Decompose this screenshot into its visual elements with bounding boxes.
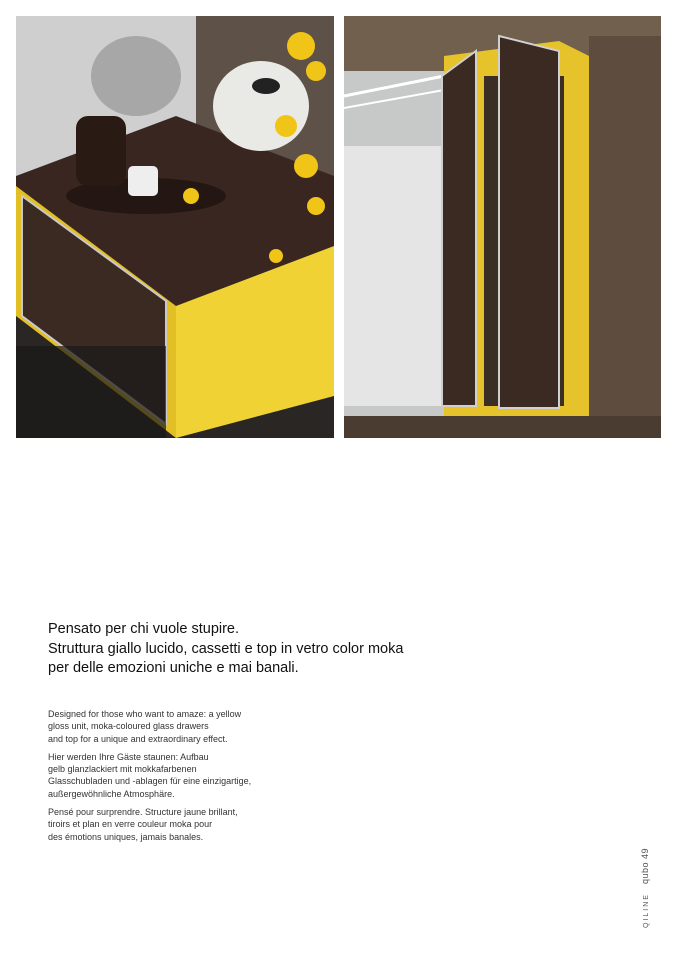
description-line: gelb glanzlackiert mit mokkafarbenen	[48, 764, 197, 775]
description-block	[48, 708, 308, 849]
description-line: and top for a unique and extraordinary effect.	[48, 733, 228, 744]
description-line: gloss unit, moka-coloured glass drawers	[48, 721, 209, 732]
page-number: 49	[640, 847, 650, 859]
description-line: Glasschubladen und -ablagen für eine einzigartige,	[48, 776, 252, 787]
description-french	[48, 806, 308, 843]
description-german	[48, 751, 308, 800]
intro-line: Pensato per chi vuole stupire.	[48, 621, 240, 637]
photo-vanity-unit	[16, 16, 334, 438]
description-line: des émotions uniques, jamais banales.	[48, 831, 204, 842]
intro-line: per delle emozioni uniche e mai banali.	[48, 660, 299, 676]
page-folio	[640, 848, 650, 928]
description-line: außergewöhnliche Atmosphäre.	[48, 788, 175, 799]
intro-italian	[48, 620, 468, 679]
description-line: Hier werden Ihre Gäste staunen: Aufbau	[48, 751, 209, 762]
intro-line: Struttura giallo lucido, cassetti e top in vetro color moka	[48, 640, 404, 657]
brand-name: QILINE	[643, 893, 650, 928]
description-line: tiroirs et plan en verre couleur moka pour	[48, 819, 213, 830]
description-line: Pensé pour surprendre. Structure jaune brillant,	[48, 807, 238, 818]
description-english	[48, 708, 308, 745]
description-line: Designed for those who want to amaze: a yellow	[48, 709, 242, 719]
photo-wall-cabinet	[344, 16, 661, 438]
collection-name: qubo	[640, 862, 650, 885]
